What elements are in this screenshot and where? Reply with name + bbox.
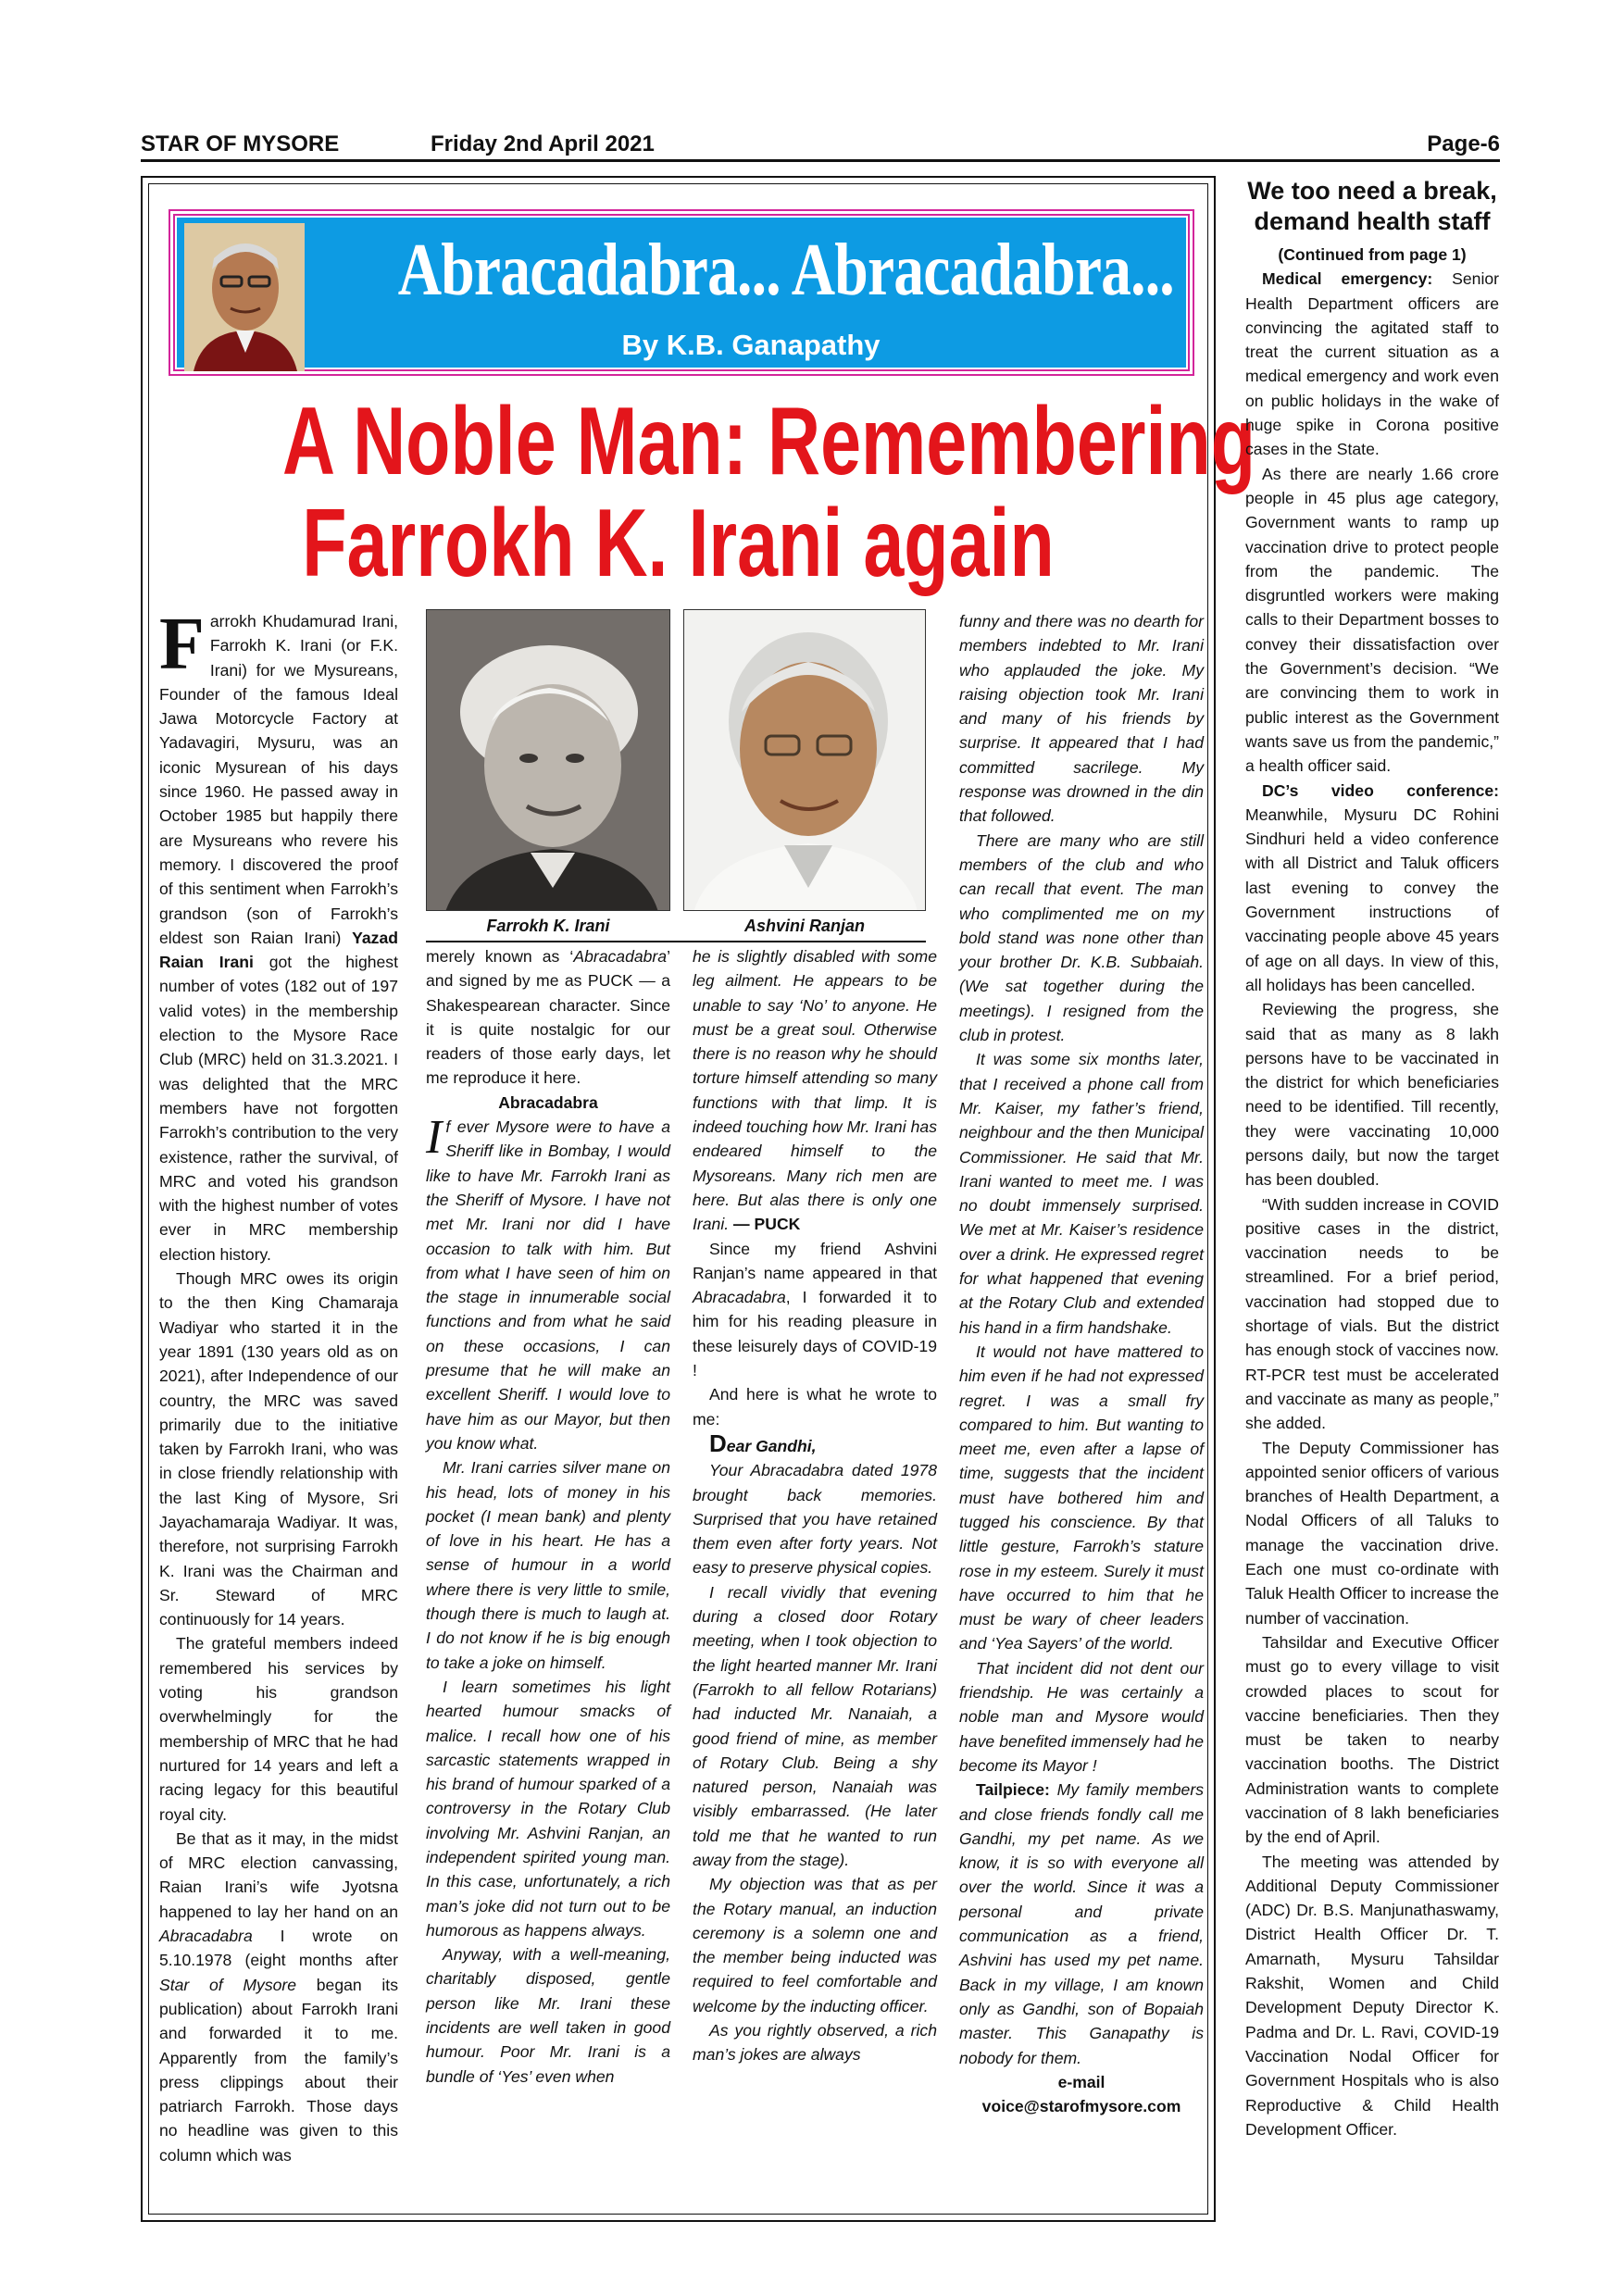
article-column-3 [693, 944, 937, 2067]
article-paragraph: The grateful members indeed remembered his services by voting his grandson overwhelmingly for the membership of MRC that he had nurtured for 14 years and left a racing legacy for this beautiful royal city. [159, 1634, 398, 1824]
article-paragraph: merely known as ‘Abracadabra’ and signed by me as PUCK — a Shakespearean character. Since it is quite nostalgic for our readers of those early days, let me reproduce it here. [426, 947, 670, 1088]
photo-ashvini-ranjan-image [684, 610, 926, 911]
article-paragraph: There are many who are still members of the club and who can recall that event. The man who complimented me on my bold stand was none other than your brother Dr. K.B. Subbaiah. (We sat together during the meetings). I resigned from the club in protest. [959, 830, 1204, 1045]
article-paragraph: he is slightly disabled with some leg ailment. He appears to be unable to say ‘No’ to anyone. He must be a great soul. Otherwise there is no reason why he should torture himself attending so many functions with that limp. It is indeed touching how Mr. Irani has endeared himself to the Mysoreans. Many rich men are here. But alas there is only one Irani. — PUCK [693, 947, 937, 1234]
header-rule [141, 159, 1500, 162]
highlight-name: Yazad Raian Irani [159, 928, 398, 972]
article-paragraph: And here is what he wrote to me: [693, 1385, 937, 1429]
article-paragraph: Since my friend Ashvini Ranjan’s name appeared in that Abracadabra, I forwarded it to him for his reading pleasure in these leisurely days of COVID-19 ! [693, 1239, 937, 1380]
photo-farrokh-irani-image [427, 610, 670, 911]
reprint-subhead: Abracadabra [498, 1092, 598, 1112]
masthead-name: STAR OF MYSORE [141, 131, 340, 156]
article-paragraph: The Deputy Commissioner has appointed senior officers of various branches of Health Department, a Nodal Officers of all Taluks to manage the vaccination drive. Each one must co-ordinate with Taluk Health Officer to increase the number of vaccination. [1245, 1438, 1499, 1628]
article-paragraph: Your Abracadabra dated 1978 brought back memories. Surprised that you have retained them even after forty years. Not easy to preserve physical copies. [693, 1461, 937, 1578]
author-portrait [184, 223, 305, 371]
sidebar-story [1245, 243, 1499, 2141]
headline-line-2: Farrokh K. Irani again [302, 490, 1055, 597]
article-paragraph: Medical emergency: Senior Health Department officers are convincing the agitated staff to treat the current situation as a medical emergency and work even on public holidays in the wake of huge spike in Corona positive cases in the State. [1245, 269, 1499, 459]
tailpiece-label: Tailpiece: [976, 1780, 1050, 1800]
article-paragraph: “With sudden increase in COVID positive cases in the district, vaccination needs to be streamlined. For a brief period, vaccination had stopped due to shortage of vials. But the district has enough stock of vaccines now. RT-PCR test must be accelerated and vaccinate as many as people,” she added. [1245, 1194, 1499, 1433]
column-title: Abracadabra... Abracadabra... [397, 230, 1174, 311]
caption-rule [426, 941, 926, 942]
drop-cap: F [159, 604, 205, 685]
column-banner-panel [175, 216, 1188, 369]
email-label: e-mail [1057, 2072, 1106, 2091]
article-paragraph: The meeting was attended by Additional Deputy Commissioner (ADC) Dr. B.S. Manjunathaswamy, District Health Officer Dr. T. Amarnath, Mysuru Tahsildar Rakshit, Women and Child Development Deputy Director K. Padma and Dr. L. Ravi, COVID-19 Vaccination Nodal Officer for Government Hospitals who is also Reproductive & Child Health Development Officer. [1245, 1852, 1499, 2139]
article-paragraph: I recall vividly that evening during a closed door Rotary meeting, when I took objection to the light hearted manner Mr. Irani (Farrokh to all fellow Rotarians) had inducted Mr. Nanaiah, a good friend of mine, as member of Rotary Club. Being a shy natured person, Nanaiah was visibly embarrassed. (He later told me that he wanted to run away from the stage). [693, 1582, 937, 1869]
headline-line-1: A Noble Man: Remembering [282, 388, 1256, 495]
article-column-1 [159, 604, 398, 2167]
subhead-label: DC’s video conference: [1262, 780, 1499, 800]
article-paragraph: It would not have mattered to him even if he had not expressed regret. I was a small fry compared to him. But wanting to meet me, even after a lapse of time, suggests that the incident must have bothered him and tugged his conscience. By that little gesture, Farrokh’s stature rose in my esteem. Surely it must have occurred to him that he must be wary of cheer leaders and ‘Yea Sayers’ of the world. [959, 1341, 1204, 1653]
photo-ashvini-ranjan [683, 609, 926, 911]
article-paragraph: Tahsildar and Executive Officer must go to every village to visit crowded places to scout for vaccine beneficiaries. Then they must be taken to nearby vaccination booths. The District Administration wants to complete vaccination of 8 lakh beneficiaries by the end of April. [1245, 1632, 1499, 1847]
article-paragraph: Farrokh Khudamurad Irani, Farrokh K. Irani (or F.K. Irani) for we Mysureans, Founder of the famous Ideal Jawa Motorcycle Factory at Yadavagiri, Mysuru, was an iconic Mysurean of his days since 1960. He passed away in October 1985 but happily there are Mysureans who revere his memory. I discovered the proof of this sentiment when Farrokh’s grandson (son of Farrokh’s eldest son Raian Irani) Yazad Raian Irani got the highest number of votes (182 out of 197 valid votes) in the membership election to the Mysore Race Club (MRC) held on 31.3.2021. I was delighted that the MRC members have not forgotten Farrokh’s contribution to the very existence, rather the survival, of MRC and voted his grandson with the highest number of votes ever in MRC membership election history. [159, 604, 398, 1264]
article-paragraph: That incident did not dent our friendship. He was certainly a noble man and Mysore would have benefited immensely had he become its Mayor ! [959, 1658, 1204, 1775]
article-paragraph: My objection was that as per the Rotary manual, an induction ceremony is a solemn one and the member being inducted was required to feel comfortable and welcome by the inducting officer. [693, 1875, 937, 2015]
page-number: Page-6 [1427, 131, 1500, 156]
issue-date: Friday 2nd April 2021 [431, 131, 655, 156]
article-paragraph: Reviewing the progress, she said that as many as 8 lakh persons have to be vaccinated in the district for which beneficiaries need to be identified. Till recently, they were vaccinating 10,000 persons daily, but now the target has been doubled. [1245, 1000, 1499, 1190]
article-paragraph: Though MRC owes its origin to the then King Chamaraja Wadiyar who started it in the year 1891 (130 years old as on 2021), after Independence of our country, the MRC was saved primarily due to the initiative taken by Farrokh Irani, who was in close friendly relationship with the last King of Mysore, Sri Jayachamaraja Wadiyar. It was, therefore, not surprising Farrokh K. Irani was the Chairman and Sr. Steward of MRC continuously for 14 years. [159, 1269, 398, 1629]
article-paragraph: I learn sometimes his light hearted humour smacks of malice. I recall how one of his sarcastic statements wrapped in his brand of humour sparked of a controversy in the Rotary Club involving Mr. Ashvini Ranjan, an independent spirited young man. In this case, unfortunately, a rich man’s joke did not turn out to be humorous as happens always. [426, 1677, 670, 1940]
caption-farrokh-irani: Farrokh K. Irani [486, 917, 610, 935]
article-paragraph: Tailpiece: My family members and close friends fondly call me Gandhi, my pet name. As we know, it is so with everyone all over the world. Since it was a personal and private communication as a friend, Ashvini has used my pet name. Back in my village, I am known only as Gandhi, son of Bopaiah master. This Ganapathy is nobody for them. [959, 1780, 1204, 2067]
subhead-label: Medical emergency: [1262, 269, 1433, 289]
article-paragraph: It was some six months later, that I received a phone call from Mr. Kaiser, my father’s friend, neighbour and the then Municipal Commissioner. He said that Mr. Irani wanted to meet me. I was no doubt immensely surprised. We met at Mr. Kaiser’s residence over a drink. He expressed regret for what happened that evening at the Rotary Club and extended his hand in a firm handshake. [959, 1050, 1204, 1337]
article-paragraph: funny and there was no dearth for members indebted to Mr. Irani who applauded the joke. My raising objection took Mr. Irani and many of his friends by surprise. It appeared that I had committed sacrilege. My response was drowned in the din that followed. [959, 612, 1204, 826]
article-paragraph: Anyway, with a well-meaning, charitably disposed, gentle person like Mr. Irani these incidents are well taken in good humour. Poor Mr. Irani is a bundle of ‘Yes’ even when [426, 1945, 670, 2086]
article-paragraph: Mr. Irani carries silver mane on his head, lots of money in his pocket (I mean bank) and plenty of love in his heart. He has a sense of humour in a world where there is very little to smile, though there is much to laugh at. I do not know if he is big enough to take a joke on himself. [426, 1458, 670, 1672]
column-byline: By K.B. Ganapathy [621, 329, 881, 361]
author-portrait-drawing [184, 223, 305, 371]
article-paragraph: As you rightly observed, a rich man’s jokes are always [693, 2021, 937, 2065]
article-paragraph: Be that as it may, in the midst of MRC election canvassing, Raian Irani’s wife Jyotsna happened to lay her hand on an Abracadabra I wrote on 5.10.1978 (eight months after Star of Mysore began its publication) about Farrokh Irani and forwarded it to me. Apparently from the family’s press clippings about their patriarch Farrokh. Those days no headline was given to this column which was [159, 1828, 398, 2165]
photo-farrokh-irani [426, 609, 670, 911]
article-paragraph: DC’s video conference: Meanwhile, Mysuru DC Rohini Sindhuri held a video conference with all District and Taluk officers last evening to convey the Government instructions of vaccinating people above 45 years of age on all days. In view of this, all holidays has been cancelled. [1245, 780, 1499, 994]
sidebar-headline: We too need a break, demand health staff [1247, 177, 1497, 235]
article-column-2 [426, 944, 670, 2089]
drop-cap: I [426, 1111, 443, 1165]
caption-ashvini-ranjan: Ashvini Ranjan [743, 917, 866, 935]
article-paragraph: As there are nearly 1.66 crore people in 45 plus age category, Government wants to ramp up vaccination drive to protect people from the pandemic. The disgruntled workers were making calls to their Department bosses to convey their dissatisfaction over the Government’s decision. “We are convincing them to work in public interest as the Government wants save us from the pandemic,” a health officer said. [1245, 464, 1499, 776]
email-address[interactable]: voice@starofmysore.com [981, 2097, 1181, 2116]
continued-note: (Continued from page 1) [1278, 245, 1467, 264]
column-banner [169, 209, 1194, 376]
signature: — PUCK [733, 1215, 801, 1234]
letter-salutation: Dear Gandhi, [709, 1429, 817, 1457]
article-paragraph: If ever Mysore were to have a Sheriff like in Bombay, I would like to have Mr. Farrokh Irani as the Sheriff of Mysore. I have not met Mr. Irani nor did I have occasion to talk with him. But from what I have seen of him on the stage in innumerable social functions and from what he said on these occasions, I can presume that he will make an excellent Sheriff. I would love to have him as our Mayor, but then you know what. [426, 1111, 670, 1453]
article-column-4 [959, 609, 1204, 2118]
